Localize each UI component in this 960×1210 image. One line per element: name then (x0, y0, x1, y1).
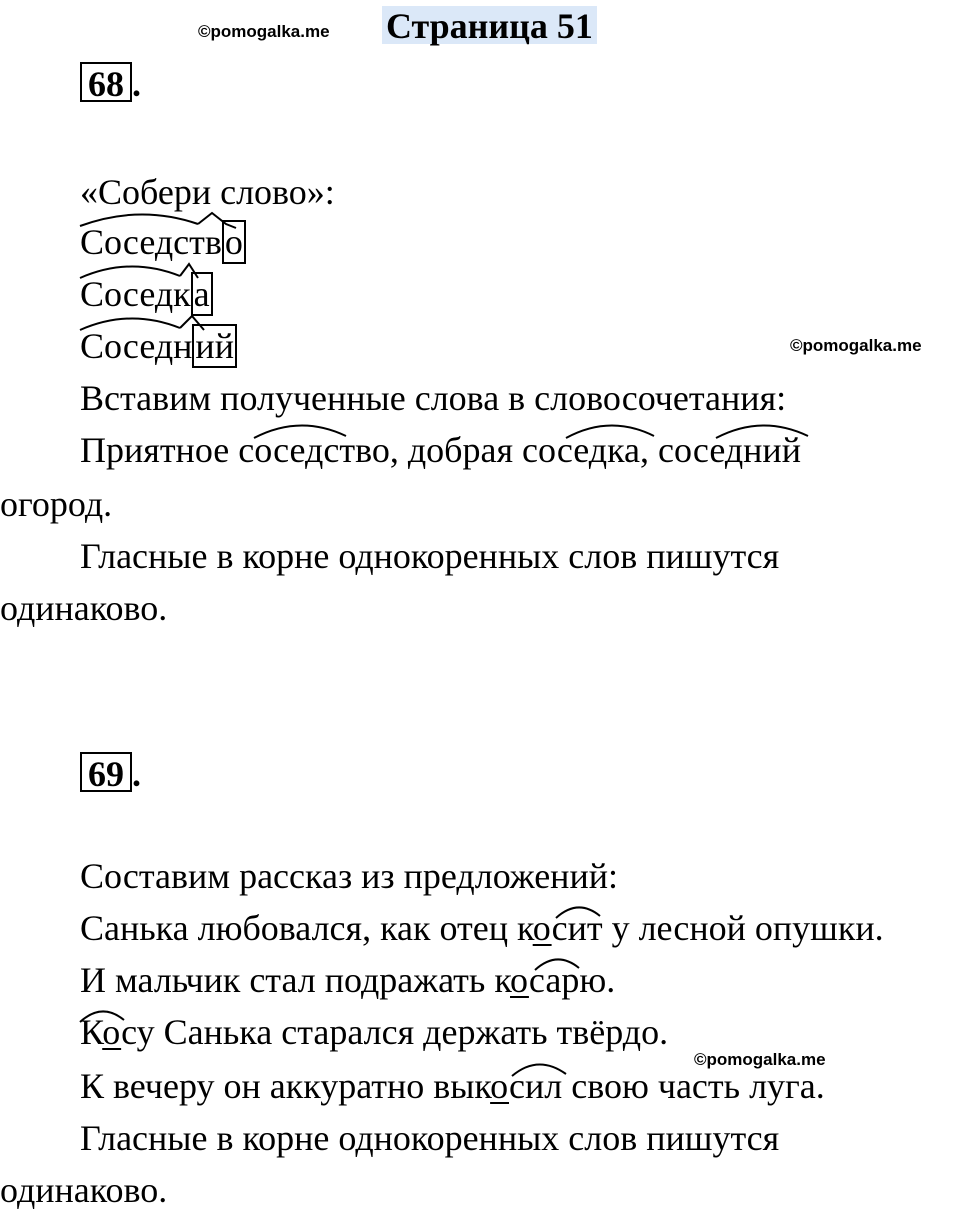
word-ending: ий (192, 324, 237, 368)
exercise-number-dot: . (132, 754, 141, 794)
phrase-text: , добрая (389, 430, 522, 470)
word-stem: Соседк (80, 274, 191, 314)
sentence-text: К вечеру он аккуратно вык (80, 1066, 491, 1106)
phrase-word-sosedstvo: соседство (238, 430, 390, 470)
sentence-text: су Санька старался держать твёрдо. (121, 1012, 669, 1052)
exercise-number-dot: . (132, 64, 141, 104)
ex68-phrase (80, 430, 801, 470)
ex68-word-1 (80, 222, 246, 262)
sentence-text: И мальчик стал подражать (80, 960, 495, 1000)
watermark-top: ©pomogalka.me (198, 22, 330, 41)
ex68-conclusion-1: Гласные в корне однокоренных слов пишутся (80, 536, 780, 576)
watermark-bottom: ©pomogalka.me (694, 1050, 826, 1069)
word-stem: Соседн (80, 326, 193, 366)
ex68-conclusion-2: одинаково. (0, 588, 168, 628)
exercise-69-number (80, 752, 141, 792)
root-vowel: о (490, 1066, 510, 1106)
phrase-text: , (640, 430, 659, 470)
ex69-conclusion-1: Гласные в корне однокоренных слов пишутся (80, 1118, 780, 1158)
ex68-instruction: Вставим полученные слова в словосочетания: (80, 378, 787, 418)
ex69-intro: Составим рассказ из предложений: (80, 856, 618, 896)
root-letter: К (80, 1012, 103, 1052)
ex69-sentence-4 (80, 1066, 825, 1106)
exercise-number-box: 69 (80, 752, 132, 792)
page-title: Страница 51 (382, 6, 597, 44)
word-ending: а (191, 272, 213, 316)
root-letter: к (494, 960, 511, 1000)
phrase-word-sosedka: соседка (522, 430, 641, 470)
sentence-text: сил свою часть луга. (509, 1066, 825, 1106)
root-letter: к (517, 908, 533, 948)
sentence-text: сит у лесной опушки. (551, 908, 884, 948)
ex69-conclusion-2: одинаково. (0, 1170, 168, 1210)
exercise-number-box: 68 (80, 62, 132, 102)
ex69-sentence-1 (80, 908, 884, 948)
sentence-text: сарю. (528, 960, 616, 1000)
word-stem: Соседств (80, 222, 222, 262)
ex68-word-3 (80, 326, 237, 366)
phrase-word-sosedniy: соседний (658, 430, 801, 470)
sentence-text: Санька любовался, как отец (80, 908, 518, 948)
root-vowel: о (102, 1012, 122, 1052)
watermark-mid: ©pomogalka.me (790, 336, 922, 355)
ex68-phrase-tail: огород. (0, 484, 113, 524)
ex69-sentence-3 (80, 1012, 668, 1052)
root-vowel: о (510, 960, 529, 1000)
ex69-sentence-2 (80, 960, 615, 1000)
exercise-68-number (80, 62, 141, 102)
word-ending: о (222, 220, 246, 264)
ex68-word-2 (80, 274, 213, 314)
phrase-text: Приятное (80, 430, 239, 470)
ex68-intro: «Собери слово»: (80, 172, 335, 212)
root-vowel: о (532, 908, 552, 948)
